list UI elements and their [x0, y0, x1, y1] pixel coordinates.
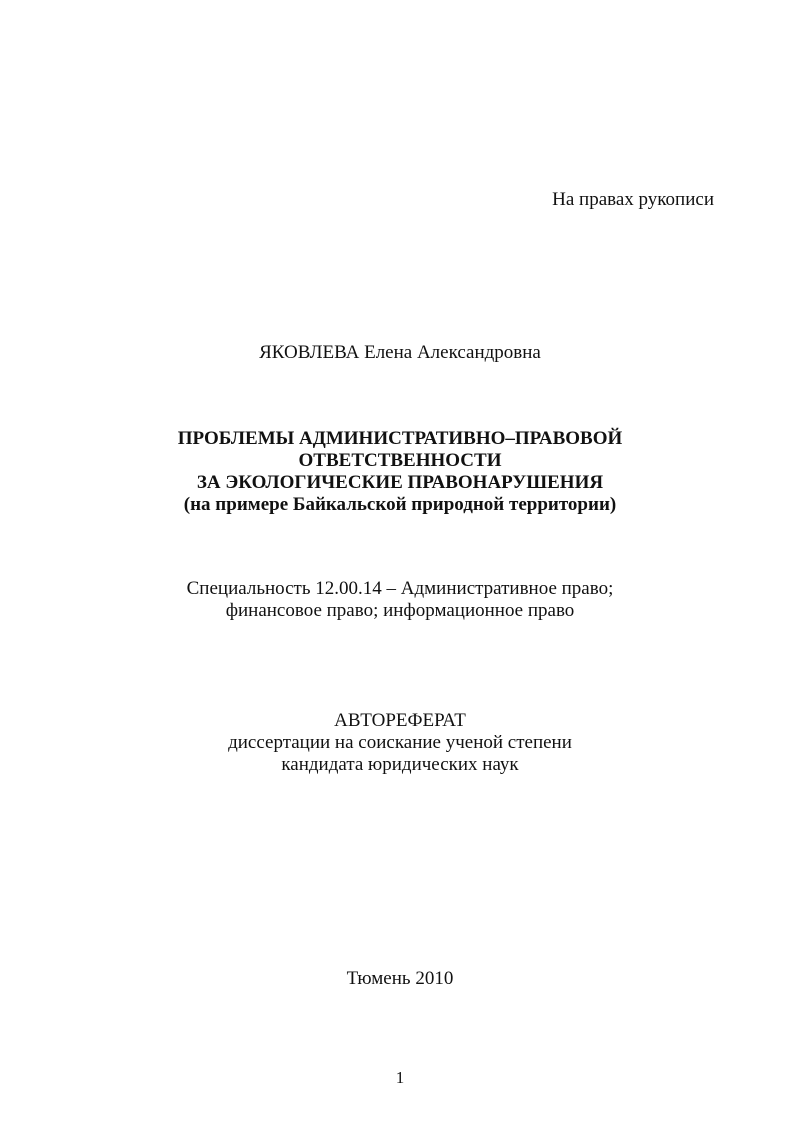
specialty-block: [0, 578, 800, 622]
title-line: ОТВЕТСТВЕННОСТИ: [298, 450, 502, 471]
specialty-line: финансовое право; информационное право: [225, 600, 575, 621]
author-name: ЯКОВЛЕВА Елена Александровна: [259, 342, 541, 363]
abstract-heading: АВТОРЕФЕРАТ: [334, 710, 466, 731]
specialty-line: Специальность 12.00.14 – Административное право;: [186, 578, 614, 599]
abstract-line: кандидата юридических наук: [281, 754, 519, 775]
page-number: 1: [395, 1068, 405, 1087]
title-line: ПРОБЛЕМЫ АДМИНИСТРАТИВНО–ПРАВОВОЙ: [177, 428, 623, 449]
place-and-year: Тюмень 2010: [346, 968, 454, 989]
title-line: ЗА ЭКОЛОГИЧЕСКИЕ ПРАВОНАРУШЕНИЯ: [196, 472, 604, 493]
manuscript-rights-note: На правах рукописи: [552, 189, 714, 210]
abstract-line: диссертации на соискание ученой степени: [228, 732, 572, 753]
title-subtitle: (на примере Байкальской природной территории): [183, 494, 617, 515]
dissertation-title: [0, 428, 800, 516]
abstract-block: [0, 710, 800, 776]
